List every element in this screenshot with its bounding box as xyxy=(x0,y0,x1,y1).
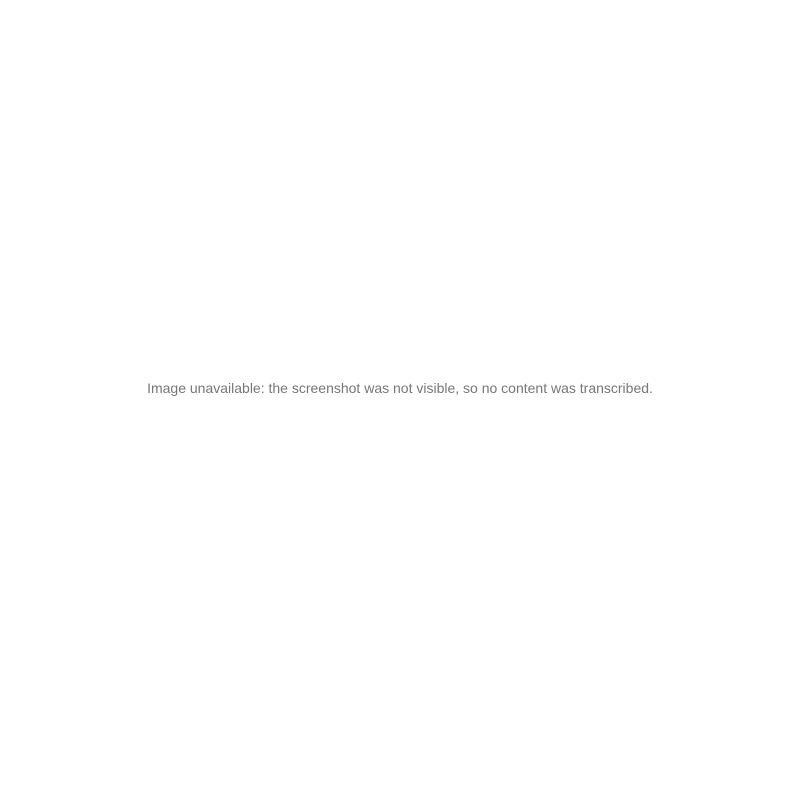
missing-image-notice: Image unavailable: the screenshot was not visible, so no content was transcribed. xyxy=(147,380,653,396)
